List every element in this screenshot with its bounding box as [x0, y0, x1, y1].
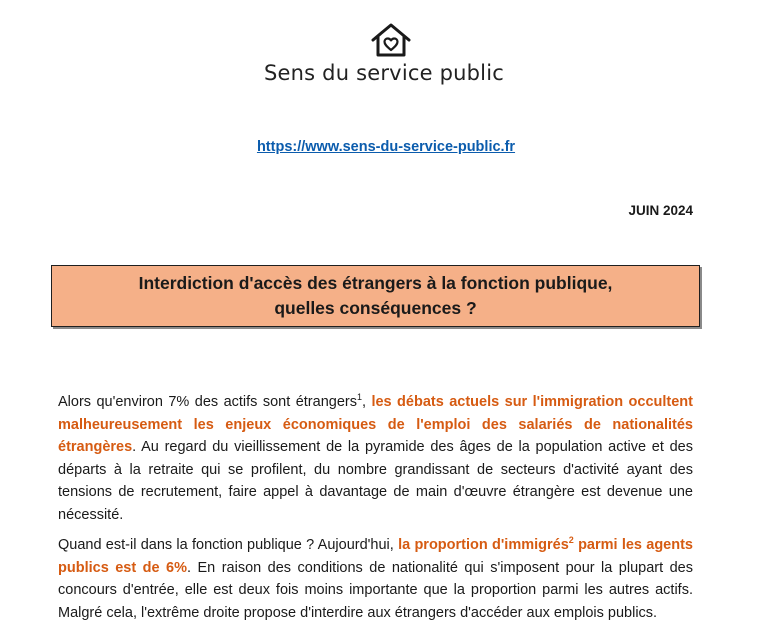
paragraph-2-text-end: . En raison des conditions de nationalité qui s'imposent pour la plupart des concours d'entrée, elle est deux fois moins importante que la proportion parmi les autres actifs. Malgré cela, l'extrême droite propose d'interdire aux étrangers d'accéder aux emplois publics.	[58, 559, 693, 621]
footnote-1: 1	[356, 392, 362, 403]
title-line-2: quelles conséquences ?	[274, 298, 477, 318]
paragraph-2	[58, 534, 693, 624]
publication-date: JUIN 2024	[628, 203, 693, 218]
title-box	[51, 265, 700, 327]
title-line-1: Interdiction d'accès des étrangers à la fonction publique,	[138, 273, 613, 293]
organization-name: Sens du service public	[264, 61, 504, 85]
paragraph-2-highlight-start: la proportion d'immigrés	[398, 537, 569, 553]
paragraph-1-highlight: les débats actuels sur l'immigration occultent malheureusement les enjeux économiques de l'emploi des salariés de nationalités étrangères	[58, 394, 693, 455]
paragraph-1-text-start: Alors qu'environ 7% des actifs sont étrangers	[58, 394, 357, 410]
footnote-2: 2	[568, 535, 574, 546]
website-link[interactable]: https://www.sens-du-service-public.fr	[256, 139, 516, 155]
paragraph-1-separator: ,	[361, 394, 372, 410]
paragraph-2-highlight-end: parmi les agents publics est de 6%	[58, 537, 693, 576]
paragraph-1-text-end: . Au regard du vieillissement de la pyramide des âges de la population active et des départs à la retraite qui se profilent, du nombre grandissant de secteurs d'activité ayant des tensions de recrutement, faire appel à davantage de main d'œuvre étrangère est devenue une nécessité.	[58, 439, 693, 523]
paragraph-1	[58, 391, 693, 526]
paragraph-2-text-start: Quand est-il dans la fonction publique ? Aujourd'hui,	[58, 537, 399, 553]
house-heart-icon	[369, 22, 413, 58]
